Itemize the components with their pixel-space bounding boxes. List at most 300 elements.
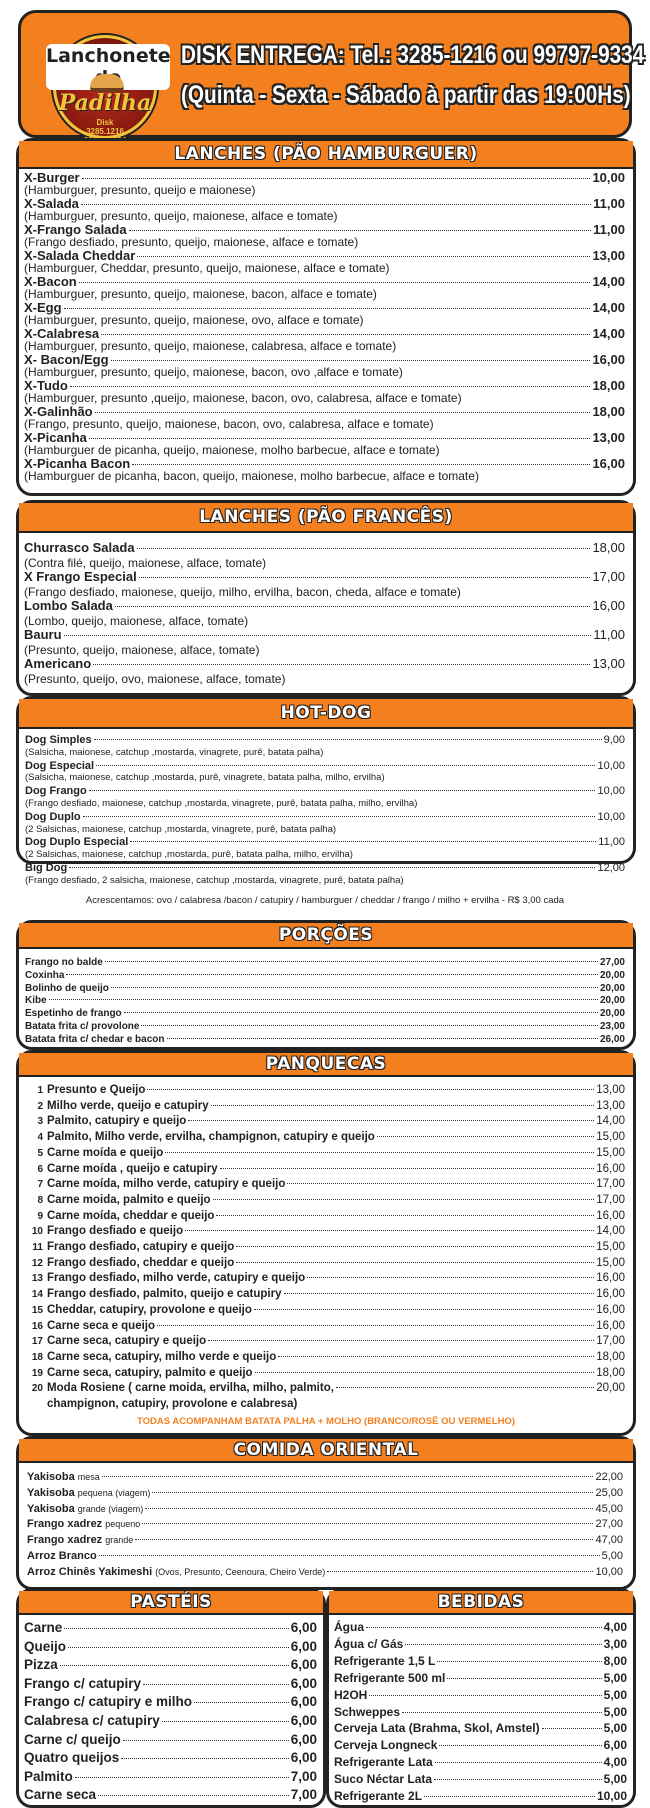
item-price: 10,00: [592, 170, 625, 185]
menu-item-row: [27, 1502, 623, 1518]
item-name: [25, 836, 128, 849]
item-description: (Frango desfiado, maionese, queijo, milho, ervilha, bacon, cheda, alface e tomate): [24, 584, 461, 599]
dot-leader: [424, 1796, 595, 1797]
item-description: (Presunto, queijo, ovo, maionese, alface, tomate): [24, 671, 286, 686]
item-price: 16,00: [592, 352, 625, 367]
dot-leader: [434, 1779, 602, 1780]
logo-name: Padilha: [58, 90, 152, 116]
dot-leader: [220, 1168, 595, 1169]
menu-item-row: [24, 1749, 317, 1768]
item-name-text: Coxinha: [25, 969, 65, 981]
menu-item-row: [27, 1209, 625, 1225]
item-description: (Frango, presunto, queijo, maionese, bacon, ovo, calabresa, alface e tomate): [24, 417, 434, 431]
item-name-text: Frango desfiado, palmito, queijo e catupiry: [47, 1288, 282, 1301]
item-number: 5: [37, 1147, 43, 1159]
menu-item-row: [334, 1670, 627, 1687]
dot-leader: [236, 1262, 594, 1263]
logo-phones: Disk 3285.1216: [86, 118, 124, 136]
item-name-text: Carne seca e queijo: [47, 1319, 156, 1332]
item-price: 45,00: [595, 1502, 623, 1515]
menu-item-row: [334, 1704, 627, 1721]
item-name-text: Yakisoba: [27, 1502, 75, 1515]
item-price: 5,00: [603, 1670, 627, 1685]
item-price: 16,00: [596, 1272, 625, 1285]
item-name: [24, 1619, 62, 1638]
item-name-text: Bauru: [24, 627, 62, 642]
item-description: (Hamburguer, presunto ,queijo, maionese, bacon, ovo, calabresa, alface e tomate): [24, 391, 462, 405]
item-name-text: Arroz Branco: [27, 1549, 97, 1562]
dot-leader: [162, 1721, 289, 1722]
item-name-text: Arroz Chinês Yakimeshi: [27, 1565, 153, 1578]
item-name-text: Palmito: [24, 1768, 73, 1784]
item-description: (Hamburguer, presunto, queijo, maionese, bacon, ovo ,alface e tomate): [24, 365, 403, 379]
item-name-text: Big Dog: [25, 861, 68, 874]
menu-item-row: [27, 1319, 625, 1335]
item-price: 10,00: [596, 1789, 627, 1804]
item-price: 13,00: [596, 1084, 625, 1096]
item-number: 20: [31, 1383, 43, 1395]
item-name: [25, 970, 64, 983]
menu-item-row: [334, 1771, 627, 1788]
item-name: [334, 1670, 445, 1687]
dot-leader: [194, 1702, 289, 1703]
dot-leader: [132, 464, 590, 465]
dot-leader: [94, 739, 602, 740]
item-name: [25, 1021, 139, 1034]
item-name: [24, 628, 62, 643]
section-lanches-frances: [16, 500, 636, 696]
menu-item-row: [334, 1720, 627, 1737]
menu-item-row: [27, 1565, 623, 1581]
dot-leader: [447, 1678, 601, 1679]
item-name: [27, 1162, 218, 1178]
dot-leader: [208, 1340, 594, 1341]
item-size-note: grande: [105, 1535, 134, 1546]
item-price: 5,00: [603, 1704, 627, 1719]
item-name-text: X-Salada Cheddar: [24, 248, 136, 263]
item-number: 15: [31, 1304, 43, 1316]
item-price: 10,00: [597, 810, 625, 823]
item-name-text: Moda Rosiene ( carne moida, ervilha, milho, palmito,: [47, 1382, 334, 1395]
item-price: 7,00: [290, 1787, 317, 1803]
item-price: 11,00: [598, 836, 625, 849]
item-name-text: Carne seca, catupiry, palmito e queijo: [47, 1366, 253, 1379]
dot-leader: [121, 1758, 288, 1759]
menu-item-row: [25, 1034, 625, 1047]
item-list: [329, 1615, 633, 1805]
item-price: 17,00: [592, 569, 625, 584]
item-name-text: Palmito, Milho verde, ervilha, champignon, catupiry e queijo: [47, 1131, 375, 1144]
item-name-text: Palmito, catupiry e queijo: [47, 1115, 187, 1128]
item-name-text: Calabresa c/ catupiry: [24, 1712, 160, 1728]
menu-item-row: [27, 1517, 623, 1533]
item-price: 20,00: [599, 982, 625, 994]
section-title: BEBIDAS: [329, 1591, 633, 1615]
item-number: 14: [31, 1289, 43, 1301]
menu-item-row: [25, 970, 625, 983]
item-price: 6,00: [290, 1675, 317, 1691]
menu-item-row: [27, 1146, 625, 1162]
item-price: 4,00: [603, 1620, 627, 1634]
item-number: 10: [31, 1226, 43, 1238]
item-price: 10,00: [597, 759, 625, 772]
section-pasteis: [16, 1588, 326, 1808]
item-name: [27, 1193, 211, 1209]
item-price: 7,00: [290, 1768, 317, 1784]
item-name: [24, 1638, 66, 1657]
item-list: [19, 1463, 633, 1581]
menu-item-row: [24, 1693, 317, 1712]
item-name-text: Lombo Salada: [24, 598, 113, 613]
dot-leader: [284, 1293, 595, 1294]
menu-item-row: [24, 599, 625, 614]
item-description: (Hamburguer de picanha, bacon, queijo, maionese, molho barbecue, alface e tomate): [24, 469, 479, 483]
item-name: [27, 1271, 305, 1287]
menu-item-row: [25, 734, 625, 747]
item-price: 17,00: [596, 1178, 625, 1191]
item-name: [24, 599, 113, 614]
item-name: [27, 1517, 140, 1533]
section-lanches-hamburguer: [16, 138, 636, 496]
item-price: 16,00: [592, 598, 625, 613]
item-description: (Lombo, queijo, maionese, alface, tomate): [24, 613, 249, 628]
item-description: (Hamburguer, Cheddar, presunto, queijo, maionese, alface e tomate): [24, 261, 390, 275]
item-name: [27, 1114, 186, 1130]
item-price: 6,00: [290, 1731, 317, 1747]
item-name-text: Carne c/ queijo: [24, 1731, 121, 1747]
menu-item-row: [334, 1687, 627, 1704]
dot-leader: [437, 1661, 601, 1662]
menu-item-row: [25, 785, 625, 798]
item-name-text: X-Bacon: [24, 274, 77, 289]
item-price: 8,00: [603, 1653, 627, 1668]
item-name: [334, 1788, 422, 1805]
dot-leader: [98, 1795, 289, 1796]
menu-item-row: [27, 1099, 625, 1115]
item-price: 25,00: [595, 1486, 623, 1499]
item-list: [19, 729, 633, 888]
dot-leader: [254, 1309, 594, 1310]
item-name-text: Frango desfiado, catupiry e queijo: [47, 1241, 235, 1254]
item-price: 6,00: [603, 1738, 627, 1753]
item-name: [24, 1712, 160, 1731]
item-price: 27,00: [595, 1518, 623, 1531]
item-name-text: Cheddar, catupiry, provolone e queijo: [47, 1303, 252, 1316]
section-hot-dog: [16, 696, 636, 886]
menu-item-row: [27, 1256, 625, 1272]
item-price: 5,00: [603, 1721, 627, 1736]
item-price: 18,00: [592, 404, 625, 419]
item-name-text: Frango desfiado, milho verde, catupiry e queijo: [47, 1272, 306, 1285]
menu-item-row: [24, 1712, 317, 1731]
menu-item-row: [334, 1737, 627, 1754]
item-name-text: Frango xadrez: [27, 1534, 103, 1547]
item-name: [27, 1177, 285, 1193]
section-title: LANCHES (PÃO HAMBURGUER): [19, 141, 633, 169]
item-name-text: Água: [334, 1620, 364, 1634]
item-name-text: Carne moída, cheddar e queijo: [47, 1209, 215, 1222]
item-name: [27, 1470, 100, 1486]
item-price: 18,00: [596, 1366, 625, 1379]
item-name-text: X Frango Especial: [24, 569, 137, 584]
menu-item-row: [25, 760, 625, 773]
extras-note: Acrescentamos: ovo / calabresa /bacon / catupiry / hamburguer / cheddar / frango / milho + ervilha - R$ 3,00 cada: [85, 895, 565, 906]
item-name-text: Refrigerante 2L: [334, 1789, 423, 1804]
menu-item-row: [25, 811, 625, 824]
lanchonete-logo: [46, 35, 171, 139]
item-price: 27,00: [599, 957, 625, 968]
item-number: 17: [31, 1336, 43, 1348]
item-name-text: Dog Duplo: [25, 810, 81, 823]
item-name: [334, 1653, 435, 1670]
item-name: [27, 1287, 282, 1303]
item-name-text: X-Frango Salada: [24, 222, 127, 237]
item-name-text: X-Picanha: [24, 430, 87, 445]
item-name-text: Pizza: [24, 1657, 58, 1673]
item-name-text: Carne moída, milho verde, catupiry e queijo: [47, 1178, 286, 1191]
item-price: 18,00: [592, 378, 625, 393]
item-name: [27, 1240, 234, 1256]
item-name-text: Frango desfiado, cheddar e queijo: [47, 1256, 235, 1269]
dot-leader: [255, 1372, 595, 1373]
item-price: 16,00: [592, 456, 625, 471]
item-name: [334, 1771, 432, 1788]
item-price: 14,00: [592, 300, 625, 315]
section-title: PASTÉIS: [19, 1591, 323, 1615]
dot-leader: [327, 1571, 593, 1572]
item-name: [25, 957, 103, 970]
item-price: 12,00: [597, 861, 625, 874]
item-continuation: champignon, catupiry, provolone e calabresa): [47, 1398, 298, 1411]
item-number: 18: [31, 1351, 43, 1363]
item-name: [24, 1731, 121, 1750]
item-price: 14,00: [592, 326, 625, 341]
item-name-text: Frango xadrez: [27, 1518, 103, 1531]
dot-leader: [130, 841, 596, 842]
dot-leader: [49, 999, 598, 1000]
item-name: [24, 541, 135, 556]
item-name-text: Dog Duplo Especial: [25, 836, 129, 849]
menu-item-row: [27, 1303, 625, 1319]
item-name-text: Suco Néctar Lata: [334, 1772, 433, 1787]
item-name: [25, 983, 109, 996]
dot-leader: [143, 1684, 289, 1685]
menu-item-row: [25, 836, 625, 849]
item-price: 15,00: [596, 1241, 625, 1254]
section-title: LANCHES (PÃO FRANCÊS): [19, 503, 633, 533]
item-description: (Salsicha, maionese, catchup ,mostarda, purê, vinagrete, batata palha, milho, ervilha): [25, 772, 385, 784]
menu-item-row: [334, 1754, 627, 1771]
item-name: [27, 1334, 206, 1350]
item-price: 47,00: [595, 1534, 623, 1547]
dot-leader: [102, 1476, 594, 1477]
item-list: [19, 533, 633, 686]
dot-leader: [167, 1038, 598, 1039]
dot-leader: [145, 1508, 593, 1509]
menu-item-row: [25, 862, 625, 875]
item-price: 4,00: [603, 1755, 627, 1770]
dot-leader: [123, 1740, 289, 1741]
dot-leader: [213, 1199, 595, 1200]
item-price: 15,00: [596, 1131, 625, 1144]
item-name-text: X-Tudo: [24, 378, 68, 393]
item-price: 26,00: [599, 1033, 625, 1045]
menu-item-row: [27, 1381, 625, 1397]
menu-item-row: [27, 1177, 625, 1193]
item-size-note: pequena (viagem): [77, 1487, 151, 1498]
dot-leader: [542, 1728, 602, 1729]
menu-item-row: [27, 1549, 623, 1565]
dot-leader: [139, 577, 591, 578]
menu-item-row: [25, 995, 625, 1008]
item-name-text: Frango no balde: [25, 957, 103, 968]
menu-item-row: [24, 1768, 317, 1787]
dot-leader: [236, 1246, 594, 1247]
menu-item-row: [24, 1786, 317, 1805]
dot-leader: [99, 1555, 600, 1556]
item-size-note: (Ovos, Presunto, Ceenoura, Cheiro Verde): [155, 1566, 326, 1577]
item-name-text: Kibe: [25, 995, 47, 1007]
item-price: 6,00: [290, 1712, 317, 1728]
item-name: [334, 1754, 433, 1771]
dot-leader: [152, 1492, 593, 1493]
dot-leader: [89, 438, 591, 439]
dot-leader: [89, 790, 596, 791]
item-description: (2 Salsichas, maionese, catchup ,mostarda, purê, batata palha, milho, ervilha): [25, 849, 353, 861]
dot-leader: [124, 1012, 598, 1013]
item-name-text: X-Egg: [24, 300, 62, 315]
item-name-text: Batata frita c/ provolone: [25, 1020, 140, 1032]
menu-item-row: [25, 1008, 625, 1021]
item-price: 11,00: [593, 222, 625, 237]
item-price: 13,00: [592, 248, 625, 263]
menu-item-row: [24, 570, 625, 585]
dot-leader: [141, 1025, 598, 1026]
item-name-text: Churrasco Salada: [24, 540, 135, 555]
dot-leader: [70, 386, 591, 387]
item-name: [24, 1656, 58, 1675]
item-price: 13,00: [596, 1099, 625, 1112]
item-list: [19, 1615, 323, 1805]
item-name-text: Carne moída e queijo: [47, 1146, 164, 1159]
menu-item-row: [24, 1656, 317, 1675]
logo-top-text: Lanchonete: [46, 44, 170, 90]
dot-leader: [435, 1762, 602, 1763]
item-number: 7: [37, 1179, 43, 1191]
item-name-text: X-Burger: [24, 170, 80, 185]
section-title: COMIDA ORIENTAL: [19, 1439, 633, 1463]
item-description: (Frango desfiado, presunto, queijo, maionese, alface e tomate): [24, 235, 359, 249]
item-name-text: Carne moida, palmito e queijo: [47, 1193, 211, 1206]
menu-item-row: [27, 1240, 625, 1256]
dot-leader: [157, 1325, 594, 1326]
menu-item-row: [27, 1114, 625, 1130]
item-name-text: Dog Especial: [25, 759, 95, 772]
item-name: [334, 1737, 437, 1754]
item-price: 6,00: [290, 1694, 317, 1710]
item-name-text: H2OH: [334, 1687, 368, 1702]
item-name: [27, 1130, 375, 1146]
dot-leader: [93, 664, 590, 665]
dot-leader: [135, 1539, 593, 1540]
item-price: 18,00: [596, 1350, 625, 1363]
dot-leader: [369, 1695, 601, 1696]
item-name-text: Yakisoba: [27, 1471, 75, 1483]
item-name: [25, 1008, 122, 1021]
dot-leader: [405, 1644, 601, 1645]
item-description: (Hamburguer, presunto, queijo, maionese, alface e tomate): [24, 209, 338, 223]
dot-leader: [336, 1387, 594, 1388]
dot-leader: [64, 635, 592, 636]
menu-item-row: [27, 1334, 625, 1350]
item-list: [27, 1083, 625, 1397]
item-price: 16,00: [596, 1209, 625, 1222]
item-name-text: Batata frita c/ chedar e bacon: [25, 1033, 165, 1045]
menu-item-row: [27, 1470, 623, 1486]
menu-item-row: [24, 657, 625, 672]
dot-leader: [83, 816, 596, 817]
item-number: 1: [37, 1085, 43, 1096]
dot-leader: [137, 548, 591, 549]
dot-leader: [66, 974, 598, 975]
item-price: 6,00: [290, 1620, 317, 1635]
section-title: PANQUECAS: [19, 1053, 633, 1077]
dot-leader: [64, 1628, 288, 1629]
item-number: 2: [37, 1100, 43, 1112]
item-name-text: X-Picanha Bacon: [24, 456, 131, 471]
item-name: [25, 1034, 165, 1047]
item-name-text: Queijo: [24, 1638, 67, 1654]
item-name: [27, 1146, 163, 1162]
item-price: 17,00: [596, 1335, 625, 1348]
item-name: [27, 1502, 143, 1518]
menu-item-row: [25, 983, 625, 996]
item-number: 19: [31, 1367, 43, 1379]
menu-item-row: [27, 1224, 625, 1240]
menu-item-row: [27, 1486, 623, 1502]
menu-item-row: [27, 1287, 625, 1303]
dot-leader: [60, 1665, 289, 1666]
item-price: 11,00: [593, 196, 625, 211]
item-price: 16,00: [596, 1319, 625, 1332]
dot-leader: [105, 961, 598, 962]
menu-item-row: [27, 1271, 625, 1287]
menu-item-row: [27, 1162, 625, 1178]
item-name-text: X-Salada: [24, 196, 79, 211]
dot-leader: [111, 360, 591, 361]
item-description: (Hamburguer de picanha, queijo, maionese, molho barbecue, alface e tomate): [24, 443, 440, 457]
item-price: 6,00: [290, 1750, 317, 1766]
item-name-text: Carne seca: [24, 1787, 97, 1803]
item-price: 20,00: [599, 1008, 625, 1020]
item-size-note: pequeno: [105, 1519, 141, 1530]
dot-leader: [211, 1105, 595, 1106]
item-name: [25, 785, 87, 798]
item-name-text: Refrigerante 500 ml: [334, 1670, 446, 1685]
section-comida-oriental: [16, 1436, 636, 1590]
dot-leader: [64, 308, 591, 309]
item-name-text: X-Galinhão: [24, 404, 93, 419]
item-description: (Hamburguer, presunto, queijo, maionese, bacon, alface e tomate): [24, 287, 377, 301]
dot-leader: [142, 1523, 593, 1524]
item-name: [27, 1209, 214, 1225]
item-description: (Frango desfiado, 2 salsicha, maionese, catchup ,mostarda, vinagrete, purê, batata palha): [25, 874, 404, 886]
item-price: 23,00: [599, 1020, 625, 1032]
item-price: 3,00: [603, 1636, 627, 1651]
item-name: [24, 1693, 192, 1712]
item-name: [27, 1303, 252, 1319]
item-list: [19, 169, 633, 483]
